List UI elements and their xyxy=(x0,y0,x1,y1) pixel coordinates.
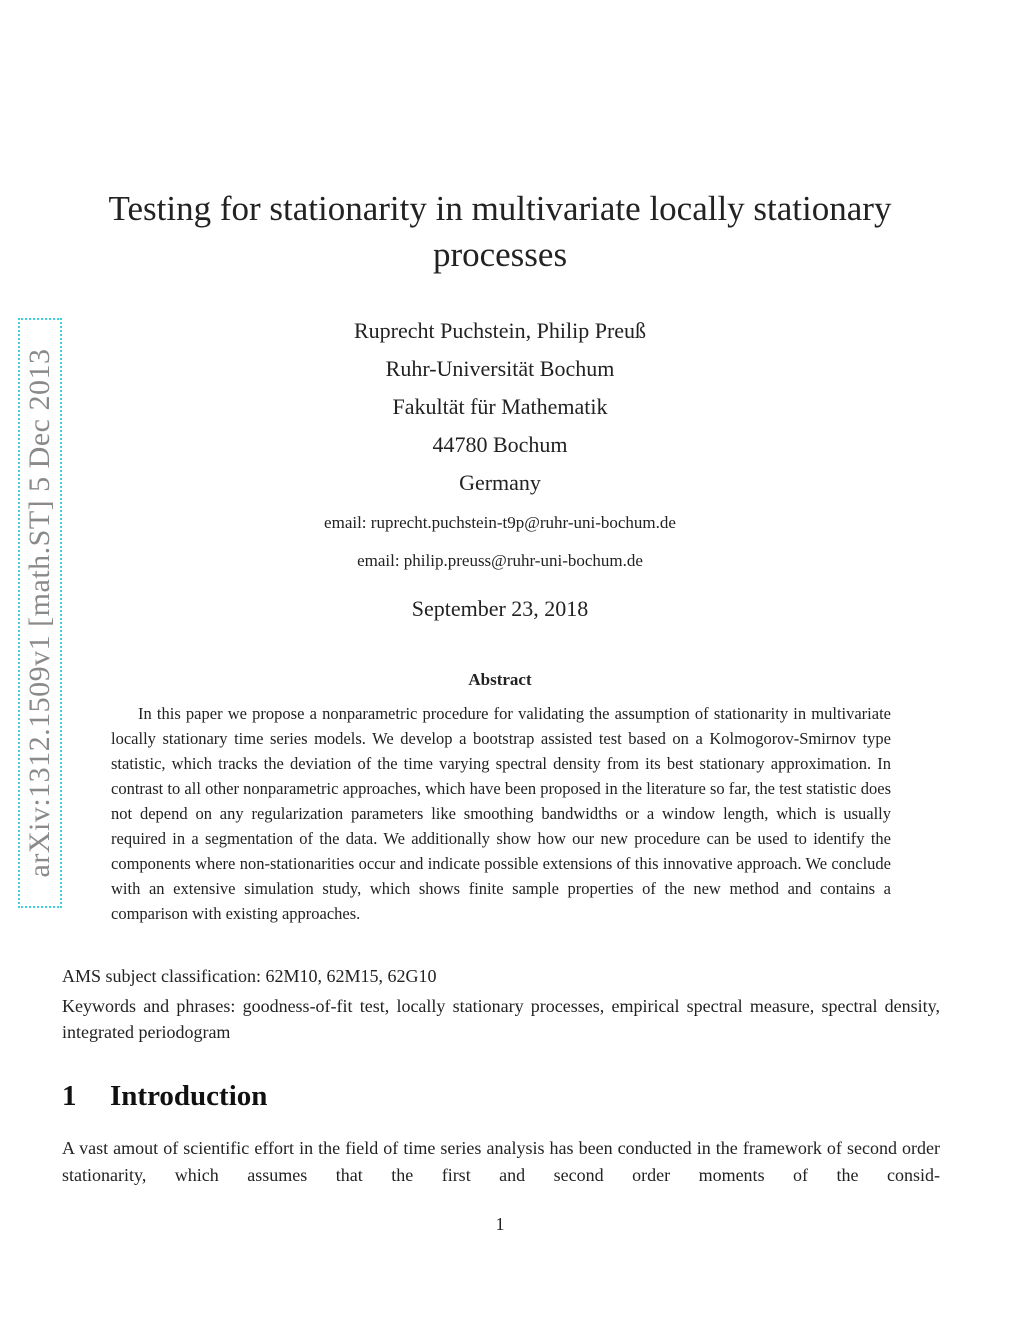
arxiv-stamp xyxy=(18,318,62,908)
email-line: email: ruprecht.puchstein-t9p@ruhr-uni-bochum.de xyxy=(324,513,676,532)
section-heading xyxy=(62,1080,267,1113)
section-number: 1 xyxy=(62,1080,77,1112)
section-title: Introduction xyxy=(110,1080,268,1112)
paper-date: September 23, 2018 xyxy=(411,596,589,621)
affiliation-faculty: Fakultät für Mathematik xyxy=(392,394,608,419)
abstract-heading: Abstract xyxy=(468,670,532,689)
keywords: Keywords and phrases: goodness-of-fit test, locally stationary processes, empirical spectral measure, spectral density, integrated periodogram xyxy=(62,996,940,1042)
authors: Ruprecht Puchstein, Philip Preuß xyxy=(353,318,647,343)
introduction-text: A vast amout of scientific effort in the field of time series analysis has been conducted in the framework of second order stationarity, which assumes that the first and second order moments of the consid- xyxy=(62,1138,940,1185)
ams-classification: AMS subject classification: 62M10, 62M15, 62G10 xyxy=(62,966,437,986)
affiliation-university: Ruhr-Universität Bochum xyxy=(385,356,615,381)
affiliation-postal: 44780 Bochum xyxy=(432,432,568,457)
email-line: email: philip.preuss@ruhr-uni-bochum.de xyxy=(357,551,643,570)
affiliation-country: Germany xyxy=(459,470,541,495)
page-number: 1 xyxy=(495,1214,505,1234)
arxiv-identifier: arXiv:1312.1509v1 [math.ST] 5 Dec 2013 xyxy=(23,348,56,878)
paper-title: Testing for stationarity in multivariate locally stationary processes xyxy=(108,189,892,274)
abstract-body: In this paper we propose a nonparametric procedure for validating the assumption of stationarity in multivariate locally stationary time series models. We develop a bootstrap assisted test based on a Kolmogorov-Smirnov type statistic, which tracks the deviation of the time varying spectral density from its best stationary approximation. In contrast to all other nonparametric approaches, which have been proposed in the literature so far, the test statistic does not depend on any regularization parameters like smoothing bandwidths or a window length, which is usually required in a segmentation of the data. We additionally show how our new procedure can be used to identify the components where non-stationarities occur and indicate possible extensions of this innovative approach. We conclude with an extensive simulation study, which shows finite sample properties of the new method and contains a comparison with existing approaches. xyxy=(111,704,891,923)
